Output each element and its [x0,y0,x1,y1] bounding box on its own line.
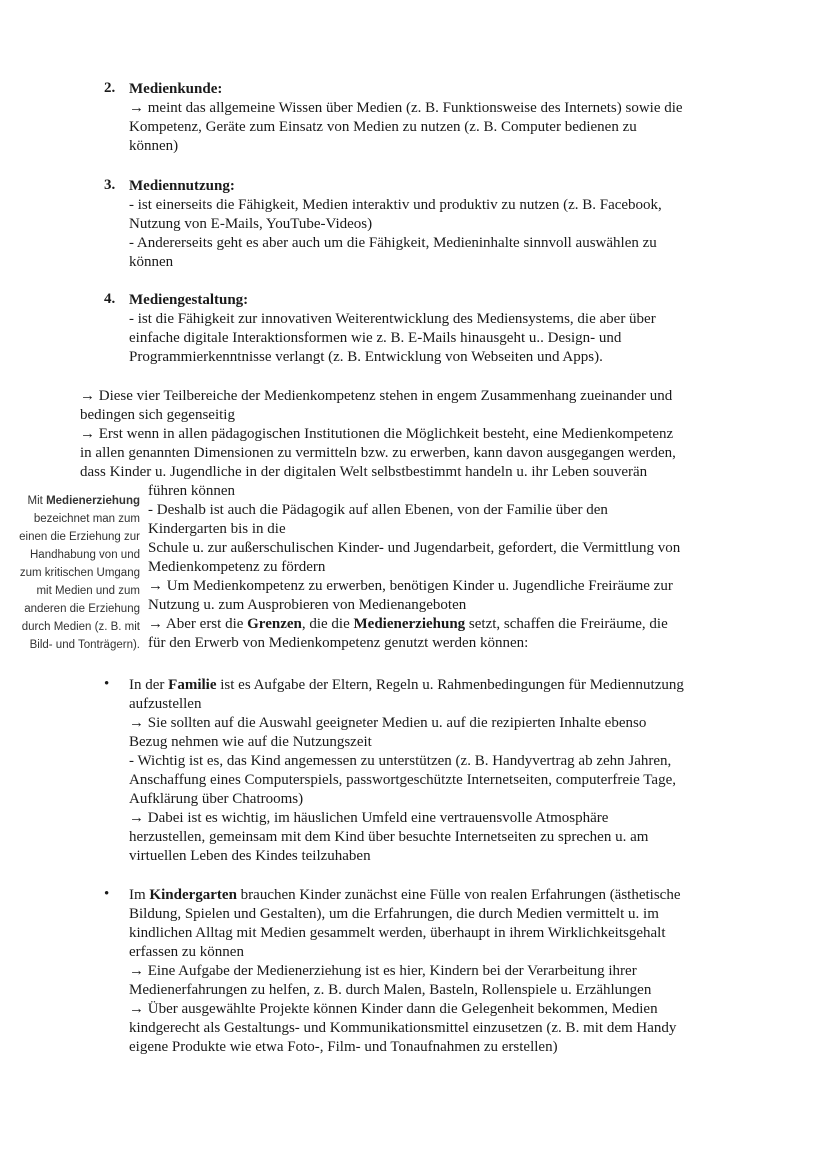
text-line: herzustellen, gemeinsam mit dem Kind über besuchte Internetseiten zu sprechen u. am [129,829,649,845]
section-number: 3. [104,177,116,193]
sidebar-definition-note [0,492,140,654]
section-mediengestaltung [129,291,656,367]
text-line-with-emphasis [148,615,680,634]
text-line: können [129,254,174,270]
text-line: → Dabei ist es wichtig, im häuslichen Umfeld eine vertrauensvolle Atmosphäre [129,810,609,826]
text-span: Mit [27,495,47,507]
section-heading: Medienkunde: [129,81,223,97]
sidebar-line: bezeichnet man zum [33,513,140,525]
sidebar-line: zum kritischen Umgang [19,567,140,579]
sidebar-line [0,492,140,510]
text-line: - Deshalb ist auch die Pädagogik auf allen Ebenen, von der Familie über den [148,502,608,518]
text-span: , die die [301,616,354,632]
text-line: → Diese vier Teilbereiche der Medienkompetenz stehen in engem Zusammenhang zueinander und [80,388,673,404]
text-line: Schule u. zur außerschulischen Kinder- und Jugendarbeit, gefordert, die Vermittlung von [148,540,681,556]
section-heading: Mediennutzung: [129,178,235,194]
text-line: Anschaffung eines Computerspiels, passwortgeschützte Internetseiten, computerfreie Tage, [129,772,676,788]
text-line: Programmierkenntnisse verlangt (z. B. Entwicklung von Webseiten und Apps). [129,349,603,365]
text-line: Nutzung u. zum Ausprobieren von Medienangeboten [148,597,467,613]
sidebar-line: Bild- und Tonträgern). [29,639,140,651]
text-line: für den Erwerb von Medienkompetenz genutzt werden können: [148,635,529,651]
text-line: Medienerfahrungen zu helfen, z. B. durch Malen, Basteln, Rollenspiele u. Erzählungen [129,982,652,998]
text-line: Kompetenz, Geräte zum Einsatz von Medien zu nutzen (z. B. Computer bedienen zu [129,119,637,135]
bullet-familie [129,676,684,866]
summary-paragraph-continued [148,482,680,653]
text-line: aufzustellen [129,696,202,712]
text-span: ist es Aufgabe der Eltern, Regeln u. Rahmenbedingungen für Mediennutzung [216,677,684,693]
text-line: → Eine Aufgabe der Medienerziehung ist es hier, Kindern bei der Verarbeitung ihrer [129,963,637,979]
text-line: kindlichen Alltag mit Medien gesammelt werden, überhaupt in ihrem Wirklichkeitsgehalt [129,925,666,941]
sidebar-line: durch Medien (z. B. mit [21,621,140,633]
text-line: Bildung, Spielen und Gestalten), um die Erfahrungen, die durch Medien vermittelt u. im [129,906,659,922]
section-number: 4. [104,291,116,307]
text-line: → Erst wenn in allen pädagogischen Institutionen die Möglichkeit besteht, eine Medienkompetenz [80,426,674,442]
emphasis-grenzen: Grenzen [247,616,302,632]
section-medienkunde [129,80,683,156]
text-line: Aufklärung über Chatrooms) [129,791,304,807]
text-line: bedingen sich gegenseitig [80,407,235,423]
text-line: in allen genannten Dimensionen zu vermitteln bzw. zu erwerben, kann davon ausgegangen werden, [80,445,676,461]
text-line-with-emphasis [129,886,681,905]
text-line: - ist die Fähigkeit zur innovativen Weiterentwicklung des Mediensystems, die aber über [129,311,656,327]
emphasis-kindergarten: Kindergarten [149,887,237,903]
section-mediennutzung [129,177,662,272]
text-line: Kindergarten bis in die [148,521,286,537]
text-line-with-emphasis [129,676,684,695]
text-span: In der [129,677,169,693]
text-line: kindgerecht als Gestaltungs- und Kommunikationsmittel einzusetzen (z. B. mit dem Handy [129,1020,677,1036]
emphasis-medienerziehung: Medienerziehung [353,616,466,632]
sidebar-line: mit Medien und zum [36,585,140,597]
text-span: → Aber erst die [148,616,248,632]
section-number: 2. [104,80,116,96]
text-line: Medienkompetenz zu fördern [148,559,326,575]
text-line: - Andererseits geht es aber auch um die Fähigkeit, Medieninhalte sinnvoll auswählen zu [129,235,657,251]
text-line: - Wichtig ist es, das Kind angemessen zu unterstützen (z. B. Handyvertrag ab zehn Jahren, [129,753,672,769]
text-line: virtuellen Leben des Kindes teilzuhaben [129,848,371,864]
text-line: → Über ausgewählte Projekte können Kinder dann die Gelegenheit bekommen, Medien [129,1001,658,1017]
text-line: Nutzung von E-Mails, YouTube-Videos) [129,216,373,232]
text-line: können) [129,138,179,154]
bullet-marker: • [104,886,110,902]
sidebar-line: Handhabung von und [30,549,140,561]
text-line: dass Kinder u. Jugendliche in der digitalen Welt selbstbestimmt handeln u. ihr Leben souverän [80,464,648,480]
sidebar-line: anderen die Erziehung [24,603,140,615]
text-line: → meint das allgemeine Wissen über Medien (z. B. Funktionsweise des Internets) sowie die [129,100,683,116]
sidebar-line: einen die Erziehung zur [19,531,140,543]
text-line: → Um Medienkompetenz zu erwerben, benötigen Kinder u. Jugendliche Freiräume zur [148,578,673,594]
sidebar-term: Medienerziehung [46,495,140,507]
text-span: Im [129,887,150,903]
text-line: führen können [148,483,236,499]
emphasis-familie: Familie [168,677,217,693]
text-line: einfache digitale Interaktionsformen wie z. B. E-Mails hinausgeht u.. Design- und [129,330,622,346]
bullet-kindergarten [129,886,681,1057]
summary-paragraph [80,387,676,482]
text-line: eigene Produkte wie etwa Foto-, Film- und Tonaufnahmen zu erstellen) [129,1039,558,1055]
text-span: brauchen Kinder zunächst eine Fülle von realen Erfahrungen (ästhetische [236,887,681,903]
text-line: - ist einerseits die Fähigkeit, Medien interaktiv und produktiv zu nutzen (z. B. Facebook, [129,197,662,213]
text-line: erfassen zu können [129,944,244,960]
text-span: setzt, schaffen die Freiräume, die [465,616,668,632]
text-line: Bezug nehmen wie auf die Nutzungszeit [129,734,372,750]
bullet-marker: • [104,676,110,692]
section-heading: Mediengestaltung: [129,292,249,308]
text-line: → Sie sollten auf die Auswahl geeigneter Medien u. auf die rezipierten Inhalte ebenso [129,715,647,731]
